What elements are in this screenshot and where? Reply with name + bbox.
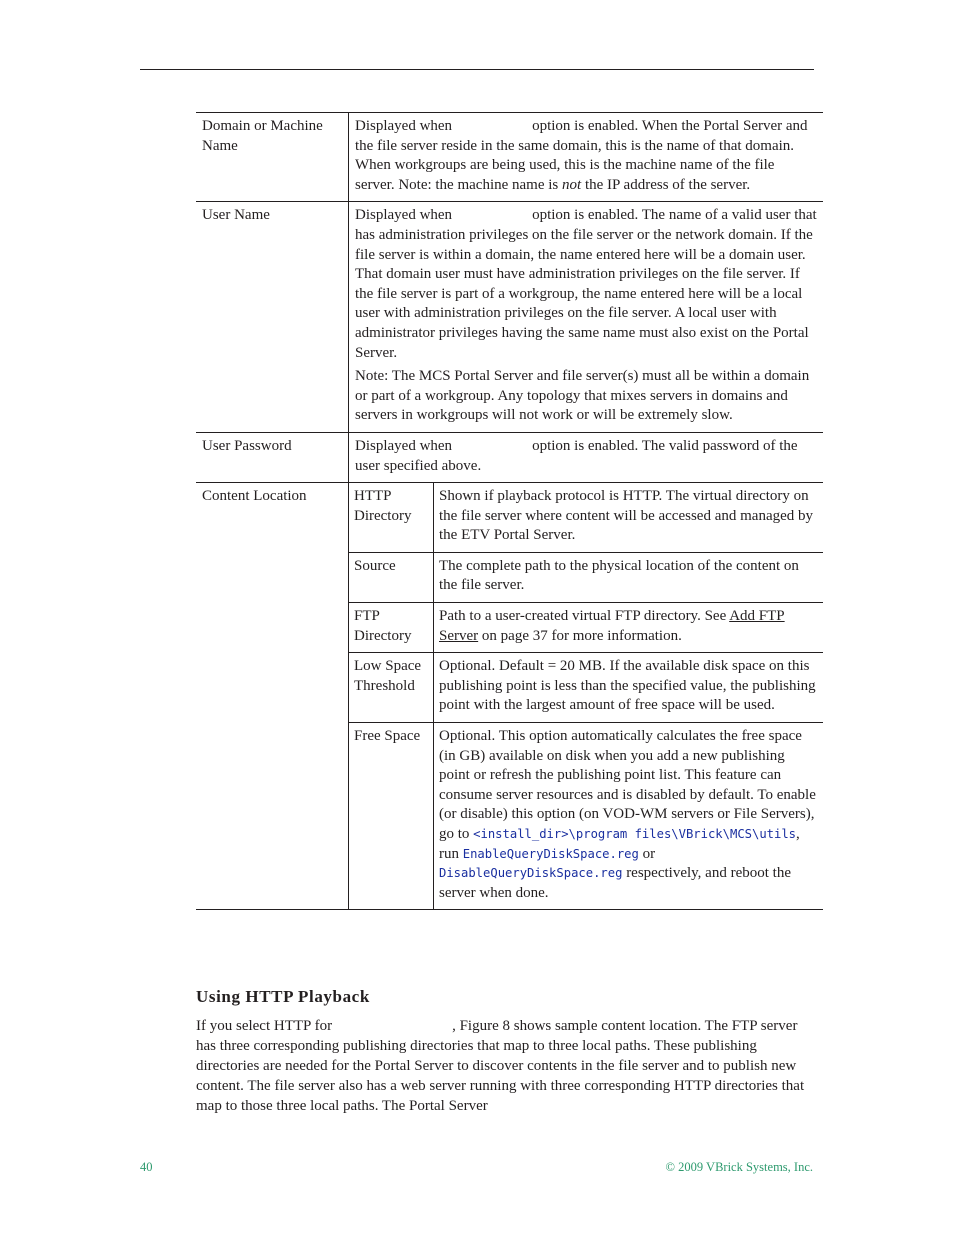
subfield-label: HTTP Directory [349,483,434,552]
settings-table [196,112,823,910]
subfield-description: Optional. This option automatically calculates the free space (in GB) available on disk when you add a new publishing point or refresh the publishing point list. This feature can consume server resources and is disabled by default. To enable (or disable) this option (on VOD-WM servers or File Servers), go to <install_dir>\program files\VBrick\MCS\utils, run EnableQueryDiskSpace.reg or DisableQueryDiskSpace.reg respectively, and reboot the server when done. [434,723,824,910]
field-description: Displayed when option is enabled. The valid password of the user specified above. [349,432,824,482]
table-row-domain [196,113,823,202]
content-location-subtable [349,483,823,909]
utils-path-code: <install_dir>\program files\VBrick\MCS\utils [473,827,797,841]
subtable-row-source [349,552,823,602]
subfield-description: Shown if playback protocol is HTTP. The virtual directory on the file server where content will be accessed and managed by the ETV Portal Server. [439,488,814,544]
field-label: User Password [196,432,349,482]
field-description: Displayed when option is enabled. The name of a valid user that has administration privileges on the file server or the network domain. If the file server is within a domain, the name entered here will be a domain user. That domain user must have administration privileges on the file server. If the file server is part of a workgroup, the name entered here will be a local user with administration privileges on the file server. A local user with administrator privileges having the same name must also exist on the Portal Server. Note: The MCS Portal Server and file server(s) must all be within a domain or part of a workgroup. Any topology that mixes servers in domains and servers in workgroups will not work or will be extremely slow. [349,202,824,433]
subfield-description: The complete path to the physical location of the content on the file server. [434,552,824,602]
field-description: Displayed when option is enabled. When the Portal Server and the file server reside in the same domain, this is the name of that domain. When workgroups are being used, this is the machine name of the file server. Note: the machine name is not the IP address of the server. [349,113,824,202]
subtable-row-ftp [349,603,823,653]
subfield-description: Optional. Default = 20 MB. If the available disk space on this publishing point is less than the specified value, the publishing point with the largest amount of free space will be used. [434,653,824,723]
table-row-username [196,202,823,433]
disable-reg-code: DisableQueryDiskSpace.reg [439,866,623,881]
subfield-label: Low Space Threshold [349,653,434,723]
table-row-password [196,432,823,482]
subfield-label: Source [349,552,434,602]
add-ftp-server-link[interactable]: Add FTP Server [439,608,785,644]
subtable-row-low-space [349,653,823,723]
field-label: Content Location [196,483,349,910]
section-heading: Using HTTP Playback [196,987,370,1006]
enable-reg-code: EnableQueryDiskSpace.reg [462,846,639,861]
subtable-row-free-space [349,723,823,910]
header-rule [140,69,814,70]
copyright: © 2009 VBrick Systems, Inc. [665,1160,813,1174]
subfield-description: Path to a user-created virtual FTP directory. See Add FTP Server on page 37 for more information. [434,603,824,653]
table-row-content-location [196,483,823,910]
section-body: If you select HTTP for , Figure 8 shows sample content location. The FTP server has three corresponding publishing directories that map to three local paths. These publishing directories are needed for the Portal Server to discover contents in the file server and to publish new content. The file server also has a web server running with three corresponding HTTP directories that map to those three local paths. The Portal Server [196,1018,805,1114]
subfield-label: Free Space [349,723,434,910]
field-label: Domain or Machine Name [196,113,349,202]
field-label: User Name [196,202,349,433]
note-text: Note: The MCS Portal Server and file server(s) must all be within a domain or part of a workgroup. Any topology that mixes servers in domains and servers in workgroups will not work or will be extremely slow. [355,368,810,424]
page-number: 40 [140,1160,153,1174]
subtable-row-http [349,483,823,552]
subfield-label: FTP Directory [349,603,434,653]
